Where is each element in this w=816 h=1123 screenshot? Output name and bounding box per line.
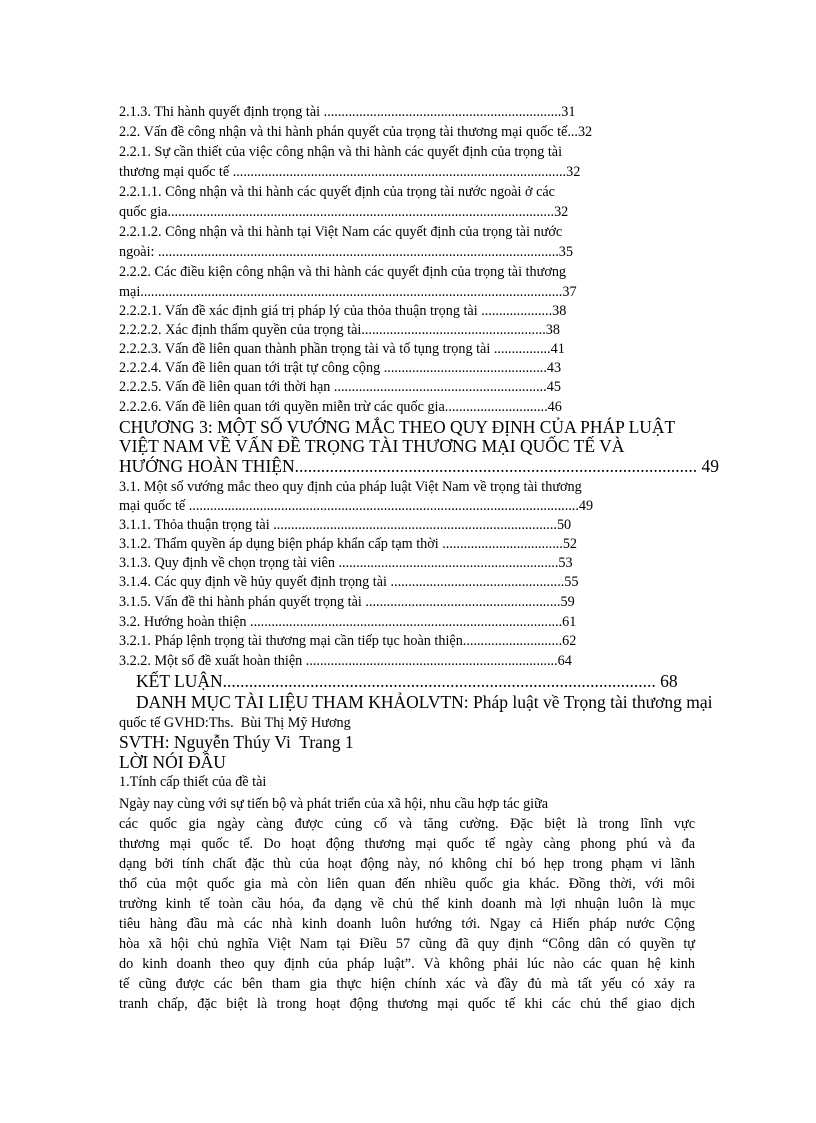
toc-line: 2.1.3. Thi hành quyết định trọng tài ...................................................................31 bbox=[119, 104, 576, 120]
toc-line: 2.2.1.1. Công nhận và thi hành các quyết định của trọng tài nước ngoài ở các bbox=[119, 184, 555, 200]
toc-line: 2.2.2.6. Vấn đề liên quan tới quyền miễn trừ các quốc gia.............................46 bbox=[119, 399, 562, 415]
paragraph-line: dạng bởi tính chất đặc thù của hoạt động này, nó không chỉ bó hẹp trong phạm vi lãnh bbox=[119, 856, 695, 872]
toc-line: 3.1.2. Thẩm quyền áp dụng biện pháp khẩn cấp tạm thời ..................................52 bbox=[119, 536, 578, 552]
header-line: DANH MỤC TÀI LIỆU THAM KHẢOLVTN: Pháp luật về Trọng tài thương mại bbox=[136, 692, 713, 712]
toc-line: 2.2.1. Sự cần thiết của việc công nhận và thi hành các quyết định của trọng tài bbox=[119, 144, 563, 160]
chapter-heading: CHƯƠNG 3: MỘT SỐ VƯỚNG MẮC THEO QUY ĐỊNH CỦA PHÁP LUẬT bbox=[119, 417, 676, 437]
toc-line: 3.1.1. Thỏa thuận trọng tài ................................................................................50 bbox=[119, 517, 572, 533]
footer-line: SVTH: Nguyễn Thúy Vi Trang 1 bbox=[119, 732, 354, 752]
toc-line: 3.2. Hướng hoàn thiện ........................................................................................61 bbox=[119, 614, 577, 630]
toc-line: 2.2.2.4. Vấn đề liên quan tới trật tự công cộng ..............................................43 bbox=[119, 360, 562, 376]
toc-line: mại.......................................................................................................................37 bbox=[119, 284, 577, 300]
toc-line: 2.2.2. Các điều kiện công nhận và thi hành các quyết định của trọng tài thương bbox=[119, 264, 567, 280]
toc-line: 3.1.5. Vấn đề thi hành phán quyết trọng tài .......................................................59 bbox=[119, 594, 575, 610]
paragraph-line: các quốc gia ngày càng được củng cố và tăng cường. Đặc biệt là trong lĩnh vực bbox=[119, 816, 695, 832]
paragraph-line: tế cũng được các bên tham gia thực hiện chính xác và đầy đủ mà tất yếu có xảy ra bbox=[119, 976, 695, 992]
paragraph-line: thổ của một quốc gia mà còn liên quan đến nhiều quốc gia khác. Đồng thời, với môi bbox=[119, 876, 695, 892]
chapter-heading: HƯỚNG HOÀN THIỆN............................................................................................ 49 bbox=[119, 456, 719, 476]
toc-line: 3.2.1. Pháp lệnh trọng tài thương mại cần tiếp tục hoàn thiện............................62 bbox=[119, 633, 577, 649]
paragraph-line: hòa xã hội chủ nghĩa Việt Nam tại Điều 57 cũng đã quy định “Công dân có quyền tự bbox=[119, 936, 695, 952]
chapter-heading: VIỆT NAM VỀ VẤN ĐỀ TRỌNG TÀI THƯƠNG MẠI QUỐC TẾ VÀ bbox=[119, 436, 625, 456]
section-title: 1.Tính cấp thiết của đề tài bbox=[119, 774, 267, 790]
paragraph-line: thương mại quốc tế. Do hoạt động thương mại quốc tế ngày càng phong phú và đa bbox=[119, 836, 695, 852]
toc-line: 3.1.4. Các quy định về hủy quyết định trọng tài .................................................55 bbox=[119, 574, 579, 590]
toc-line: 2.2.1.2. Công nhận và thi hành tại Việt Nam các quyết định của trọng tài nước bbox=[119, 224, 563, 240]
toc-line: 2.2.2.3. Vấn đề liên quan thành phần trọng tài và tố tụng trọng tài ................41 bbox=[119, 341, 565, 357]
paragraph-line: tranh chấp, đặc biệt là trong hoạt động thương mại quốc tế khi các chủ thể giao dịch bbox=[119, 996, 695, 1012]
toc-line: 2.2.2.1. Vấn đề xác định giá trị pháp lý của thỏa thuận trọng tài ....................38 bbox=[119, 303, 567, 319]
toc-line: ngoài: .................................................................................................................35 bbox=[119, 244, 573, 260]
toc-line: 2.2.2.5. Vấn đề liên quan tới thời hạn ............................................................45 bbox=[119, 379, 561, 395]
toc-line: 3.1. Một số vướng mắc theo quy định của pháp luật Việt Nam về trọng tài thương bbox=[119, 479, 582, 495]
toc-line: mại quốc tế ..............................................................................................................49 bbox=[119, 498, 594, 514]
paragraph-line: Ngày nay cùng với sự tiến bộ và phát triển của xã hội, nhu cầu hợp tác giữa bbox=[119, 796, 549, 812]
preface-title: LỜI NÓI ĐẦU bbox=[119, 752, 226, 772]
toc-line: quốc gia.............................................................................................................32 bbox=[119, 204, 569, 220]
toc-line: 2.2. Vấn đề công nhận và thi hành phán quyết của trọng tài thương mại quốc tế...32 bbox=[119, 124, 593, 140]
paragraph-line: trường kinh tế toàn cầu hóa, đa dạng về chủ thể kinh doanh mà lợi nhuận luôn là mục bbox=[119, 896, 695, 912]
paragraph-line: do kinh doanh theo quy định của pháp luật”. Và không phải lúc nào các quan hệ kinh bbox=[119, 956, 695, 972]
toc-line: thương mại quốc tế ..............................................................................................32 bbox=[119, 164, 581, 180]
toc-line: 3.1.3. Quy định về chọn trọng tài viên ..............................................................53 bbox=[119, 555, 573, 571]
header-line: quốc tế GVHD:Ths. Bùi Thị Mỹ Hương bbox=[119, 715, 351, 731]
paragraph-line: tiêu hàng đầu mà các nhà kinh doanh luôn hướng tới. Ngay cả Hiến pháp nước Cộng bbox=[119, 916, 695, 932]
conclusion-line: KẾT LUẬN................................................................................................... 68 bbox=[136, 671, 678, 691]
toc-line: 3.2.2. Một số đề xuất hoàn thiện .......................................................................64 bbox=[119, 653, 572, 669]
toc-line: 2.2.2.2. Xác định thẩm quyền của trọng tài....................................................38 bbox=[119, 322, 560, 338]
